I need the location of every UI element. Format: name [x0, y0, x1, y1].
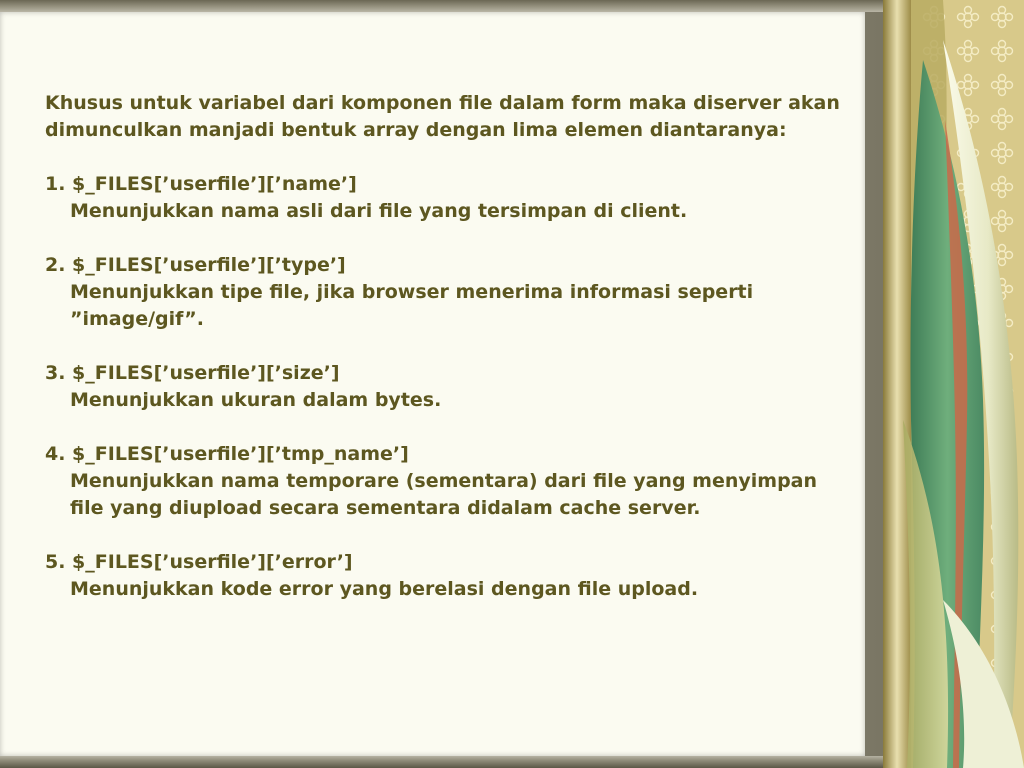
list-item-description: Menunjukkan nama asli dari file yang tersimpan di client. — [70, 200, 688, 222]
list-item — [45, 252, 855, 333]
frame-top-edge — [0, 0, 883, 12]
list-item — [45, 441, 855, 522]
list-item — [45, 360, 855, 414]
array-element-list — [45, 171, 855, 603]
list-item-description: Menunjukkan ukuran dalam bytes. — [70, 389, 442, 411]
list-item-heading: 2. $_FILES[’userfile’][’type’] — [45, 254, 346, 276]
decorative-side-panel — [883, 0, 1024, 768]
list-item-heading: 1. $_FILES[’userfile’][’name’] — [45, 173, 357, 195]
list-item-description: Menunjukkan nama temporare (sementara) dari file yang menyimpan file yang diupload secara sementara didalam cache server. — [70, 470, 818, 519]
list-item-description: Menunjukkan kode error yang berelasi dengan file upload. — [70, 578, 699, 600]
slide-text-block — [45, 90, 855, 603]
list-item — [45, 171, 855, 225]
list-item-heading: 3. $_FILES[’userfile’][’size’] — [45, 362, 340, 384]
list-item-heading: 5. $_FILES[’userfile’][’error’] — [45, 551, 353, 573]
decorative-leaf-pattern — [883, 0, 1024, 768]
list-item-heading: 4. $_FILES[’userfile’][’tmp_name’] — [45, 443, 409, 465]
frame-bottom-edge — [0, 756, 883, 768]
intro-paragraph: Khusus untuk variabel dari komponen file dalam form maka diserver akan dimunculkan manjadi bentuk array dengan lima elemen diantaranya: — [45, 92, 840, 141]
slide-content-panel — [0, 12, 865, 756]
list-item-description: Menunjukkan tipe file, jika browser menerima informasi seperti ”image/gif”. — [70, 281, 754, 330]
list-item — [45, 549, 855, 603]
